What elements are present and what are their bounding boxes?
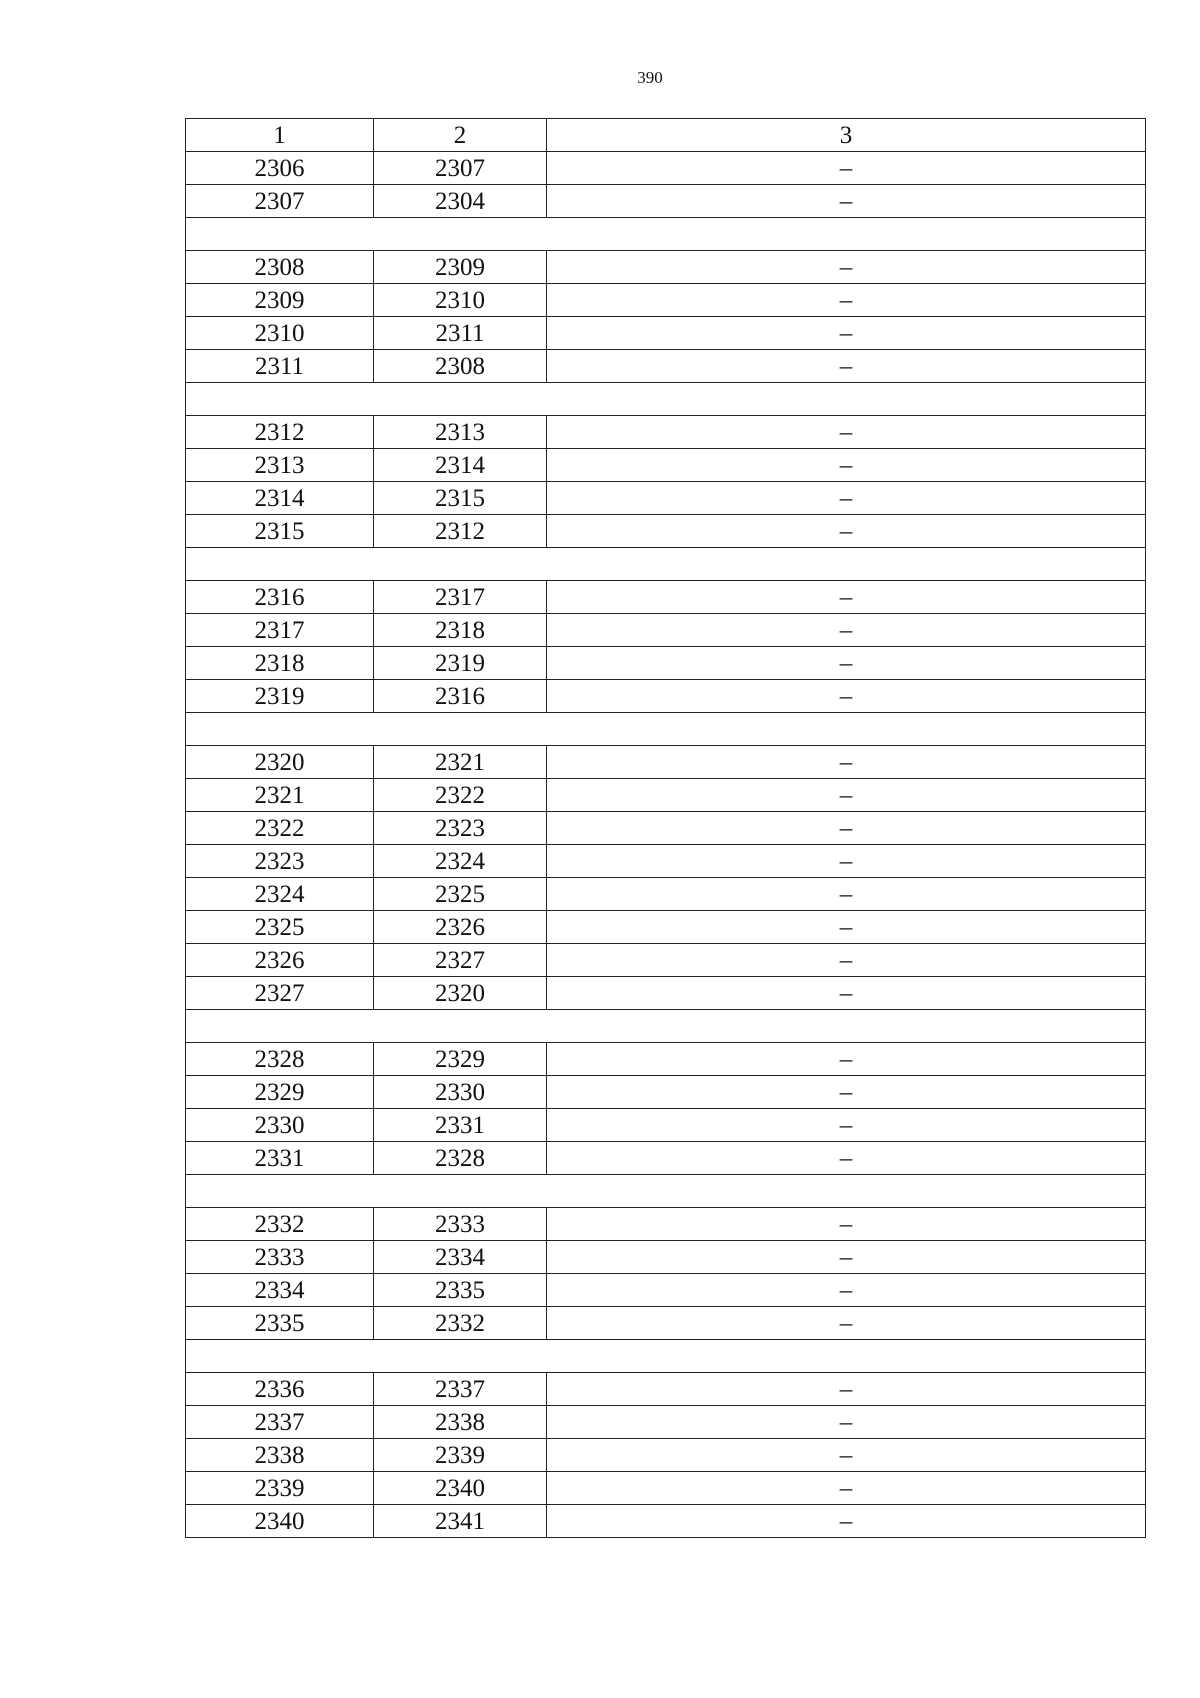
table-cell-col-1: 2331 — [186, 1142, 374, 1175]
table-row — [186, 845, 1146, 878]
table-cell-col-2: 2337 — [374, 1373, 547, 1406]
table-cell-col-3: – — [547, 845, 1146, 878]
table-cell-col-3: – — [547, 1307, 1146, 1340]
table-cell-col-3: – — [547, 482, 1146, 515]
table-cell-col-1: 2325 — [186, 911, 374, 944]
table-cell-col-1: 2340 — [186, 1505, 374, 1538]
table-cell-col-2: 2318 — [374, 614, 547, 647]
table-cell-col-1: 2329 — [186, 1076, 374, 1109]
table-row — [186, 977, 1146, 1010]
table-row — [186, 647, 1146, 680]
table-cell-col-2: 2313 — [374, 416, 547, 449]
table-row — [186, 482, 1146, 515]
table-cell-col-2: 2311 — [374, 317, 547, 350]
group-separator-cell — [186, 1175, 1146, 1208]
table-cell-col-1: 2318 — [186, 647, 374, 680]
table-cell-col-1: 2330 — [186, 1109, 374, 1142]
table-row — [186, 746, 1146, 779]
table-cell-col-1: 2322 — [186, 812, 374, 845]
group-separator-cell — [186, 1340, 1146, 1373]
table-cell-col-1: 2326 — [186, 944, 374, 977]
group-separator-cell — [186, 383, 1146, 416]
data-table — [185, 118, 1146, 1538]
table-row — [186, 1241, 1146, 1274]
table-row — [186, 449, 1146, 482]
table-cell-col-2: 2308 — [374, 350, 547, 383]
table-row — [186, 878, 1146, 911]
table-cell-col-3: – — [547, 779, 1146, 812]
table-cell-col-2: 2330 — [374, 1076, 547, 1109]
table-cell-col-3: – — [547, 614, 1146, 647]
table-row — [186, 185, 1146, 218]
table-cell-col-3: – — [547, 1505, 1146, 1538]
table-cell-col-3: – — [547, 416, 1146, 449]
table-cell-col-1: 2337 — [186, 1406, 374, 1439]
group-separator-row — [186, 1340, 1146, 1373]
table-row — [186, 680, 1146, 713]
table-cell-col-2: 2332 — [374, 1307, 547, 1340]
table-cell-col-3: – — [547, 1241, 1146, 1274]
table-body — [186, 119, 1146, 1538]
table-cell-col-2: 2327 — [374, 944, 547, 977]
table-row — [186, 416, 1146, 449]
table-row — [186, 1505, 1146, 1538]
group-separator-cell — [186, 713, 1146, 746]
table-cell-col-1: 2308 — [186, 251, 374, 284]
table-row — [186, 1274, 1146, 1307]
table-cell-col-1: 2333 — [186, 1241, 374, 1274]
table-cell-col-2: 2321 — [374, 746, 547, 779]
table-cell-col-3: – — [547, 1439, 1146, 1472]
table-cell-col-1: 2321 — [186, 779, 374, 812]
table-row — [186, 284, 1146, 317]
header-cell-3: 3 — [547, 119, 1146, 152]
table-cell-col-3: – — [547, 185, 1146, 218]
table-row — [186, 1142, 1146, 1175]
table-cell-col-1: 2313 — [186, 449, 374, 482]
table-row — [186, 911, 1146, 944]
table-cell-col-3: – — [547, 515, 1146, 548]
group-separator-cell — [186, 1010, 1146, 1043]
table-cell-col-3: – — [547, 284, 1146, 317]
table-cell-col-1: 2317 — [186, 614, 374, 647]
table-cell-col-1: 2323 — [186, 845, 374, 878]
table-cell-col-3: – — [547, 1043, 1146, 1076]
table-cell-col-3: – — [547, 1208, 1146, 1241]
table-cell-col-1: 2310 — [186, 317, 374, 350]
table-cell-col-2: 2326 — [374, 911, 547, 944]
table-cell-col-3: – — [547, 680, 1146, 713]
table-cell-col-2: 2322 — [374, 779, 547, 812]
table-row — [186, 944, 1146, 977]
table-cell-col-1: 2335 — [186, 1307, 374, 1340]
table-row — [186, 1109, 1146, 1142]
table-cell-col-1: 2332 — [186, 1208, 374, 1241]
table-cell-col-2: 2324 — [374, 845, 547, 878]
table-cell-col-1: 2319 — [186, 680, 374, 713]
table-row — [186, 317, 1146, 350]
header-cell-1: 1 — [186, 119, 374, 152]
table-cell-col-2: 2320 — [374, 977, 547, 1010]
table-cell-col-1: 2324 — [186, 878, 374, 911]
group-separator-row — [186, 1010, 1146, 1043]
table-row — [186, 1373, 1146, 1406]
group-separator-row — [186, 713, 1146, 746]
table-cell-col-2: 2339 — [374, 1439, 547, 1472]
table-cell-col-2: 2331 — [374, 1109, 547, 1142]
table-cell-col-3: – — [547, 812, 1146, 845]
table-cell-col-1: 2338 — [186, 1439, 374, 1472]
table-cell-col-2: 2334 — [374, 1241, 547, 1274]
group-separator-row — [186, 383, 1146, 416]
table-cell-col-3: – — [547, 350, 1146, 383]
table-cell-col-2: 2304 — [374, 185, 547, 218]
page-number: 390 — [637, 68, 663, 87]
table-cell-col-1: 2315 — [186, 515, 374, 548]
table-cell-col-1: 2309 — [186, 284, 374, 317]
table-cell-col-2: 2340 — [374, 1472, 547, 1505]
table-cell-col-2: 2315 — [374, 482, 547, 515]
table-cell-col-3: – — [547, 878, 1146, 911]
table-cell-col-3: – — [547, 1373, 1146, 1406]
table-cell-col-3: – — [547, 1076, 1146, 1109]
table-cell-col-2: 2335 — [374, 1274, 547, 1307]
table-row — [186, 812, 1146, 845]
table-cell-col-3: – — [547, 449, 1146, 482]
table-cell-col-2: 2307 — [374, 152, 547, 185]
table-cell-col-3: – — [547, 944, 1146, 977]
table-cell-col-3: – — [547, 1472, 1146, 1505]
table-cell-col-1: 2311 — [186, 350, 374, 383]
group-separator-row — [186, 548, 1146, 581]
header-cell-2: 2 — [374, 119, 547, 152]
table-cell-col-3: – — [547, 746, 1146, 779]
table-row — [186, 1076, 1146, 1109]
table-cell-col-2: 2309 — [374, 251, 547, 284]
table-cell-col-3: – — [547, 317, 1146, 350]
table-cell-col-1: 2306 — [186, 152, 374, 185]
table-cell-col-3: – — [547, 977, 1146, 1010]
table-row — [186, 515, 1146, 548]
table-cell-col-1: 2336 — [186, 1373, 374, 1406]
table-cell-col-2: 2325 — [374, 878, 547, 911]
table-cell-col-3: – — [547, 251, 1146, 284]
table-cell-col-2: 2333 — [374, 1208, 547, 1241]
table-cell-col-1: 2314 — [186, 482, 374, 515]
table-cell-col-2: 2328 — [374, 1142, 547, 1175]
table-cell-col-2: 2338 — [374, 1406, 547, 1439]
table-cell-col-3: – — [547, 1274, 1146, 1307]
table-cell-col-1: 2312 — [186, 416, 374, 449]
table-cell-col-3: – — [547, 1142, 1146, 1175]
table-cell-col-3: – — [547, 911, 1146, 944]
table-cell-col-2: 2319 — [374, 647, 547, 680]
table-cell-col-3: – — [547, 152, 1146, 185]
table-cell-col-2: 2317 — [374, 581, 547, 614]
table-cell-col-3: – — [547, 1406, 1146, 1439]
group-separator-row — [186, 218, 1146, 251]
table-cell-col-2: 2329 — [374, 1043, 547, 1076]
table-cell-col-1: 2316 — [186, 581, 374, 614]
table-cell-col-2: 2310 — [374, 284, 547, 317]
group-separator-row — [186, 1175, 1146, 1208]
table-cell-col-3: – — [547, 581, 1146, 614]
table-cell-col-1: 2334 — [186, 1274, 374, 1307]
table-cell-col-2: 2314 — [374, 449, 547, 482]
table-row — [186, 614, 1146, 647]
table-row — [186, 1208, 1146, 1241]
group-separator-cell — [186, 218, 1146, 251]
table-row — [186, 581, 1146, 614]
group-separator-cell — [186, 548, 1146, 581]
table-cell-col-2: 2341 — [374, 1505, 547, 1538]
table-row — [186, 1439, 1146, 1472]
table-cell-col-1: 2327 — [186, 977, 374, 1010]
header-row — [186, 119, 1146, 152]
table-cell-col-1: 2328 — [186, 1043, 374, 1076]
table-cell-col-1: 2307 — [186, 185, 374, 218]
table-cell-col-1: 2320 — [186, 746, 374, 779]
table-cell-col-1: 2339 — [186, 1472, 374, 1505]
table-cell-col-2: 2312 — [374, 515, 547, 548]
table-cell-col-2: 2323 — [374, 812, 547, 845]
table-row — [186, 1043, 1146, 1076]
table-row — [186, 152, 1146, 185]
table-row — [186, 1406, 1146, 1439]
table-row — [186, 779, 1146, 812]
table-row — [186, 1307, 1146, 1340]
table-row — [186, 1472, 1146, 1505]
table-row — [186, 251, 1146, 284]
table-row — [186, 350, 1146, 383]
table-cell-col-3: – — [547, 1109, 1146, 1142]
table-cell-col-2: 2316 — [374, 680, 547, 713]
table-cell-col-3: – — [547, 647, 1146, 680]
